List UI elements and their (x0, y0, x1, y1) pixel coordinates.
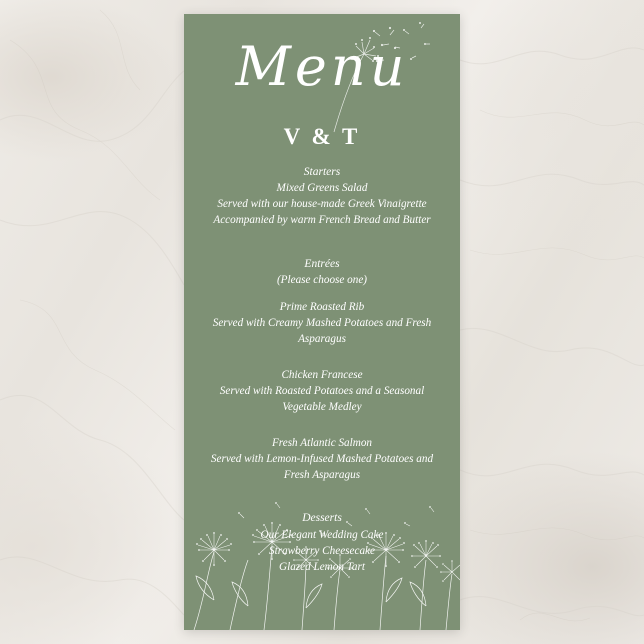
dish-glazed-lemon-tart: Glazed Lemon Tart (279, 560, 365, 573)
dish-mixed-greens-salad (192, 181, 452, 229)
dish-description-line: Vegetable Medley (282, 400, 362, 413)
course-heading-desserts: Desserts (302, 512, 342, 525)
dish-name: Mixed Greens Salad (276, 182, 368, 195)
monogram: V & T (283, 124, 361, 149)
menu-content (192, 164, 452, 588)
course-heading-starters: Starters (303, 166, 341, 178)
dish-prime-roasted-rib (192, 300, 452, 348)
dish-name: Fresh Atlantic Salmon (271, 436, 373, 449)
page-title: Menu (235, 35, 409, 98)
dish-strawberry-cheesecake: Strawberry Cheesecake (269, 544, 375, 557)
course-entrees (192, 256, 452, 483)
course-desserts (192, 510, 452, 575)
dish-name: Chicken Francese (281, 369, 363, 381)
course-heading-entrees: Entrées (304, 258, 340, 271)
dish-description-line: Fresh Asparagus (283, 468, 361, 481)
dish-description-line: Served with Roasted Potatoes and a Seasonal (219, 384, 425, 397)
dish-chicken-francese (192, 368, 452, 416)
dish-description-line: Accompanied by warm French Bread and Butter (213, 214, 431, 227)
menu-card (184, 14, 460, 630)
course-subheading-entrees: (Please choose one) (276, 274, 368, 287)
dish-wedding-cake: Our Elegant Wedding Cake (260, 528, 384, 541)
dish-description-line: Asparagus (298, 333, 346, 346)
dish-description-line: Served with Creamy Mashed Potatoes and Fresh (212, 317, 432, 330)
dish-description-line: Served with Lemon-Infused Mashed Potatoes and (210, 452, 434, 465)
course-starters (192, 164, 452, 229)
dish-fresh-atlantic-salmon (192, 436, 452, 484)
dish-name: Prime Roasted Rib (279, 301, 365, 314)
dish-description-line: Served with our house-made Greek Vinaigrette (217, 198, 427, 211)
